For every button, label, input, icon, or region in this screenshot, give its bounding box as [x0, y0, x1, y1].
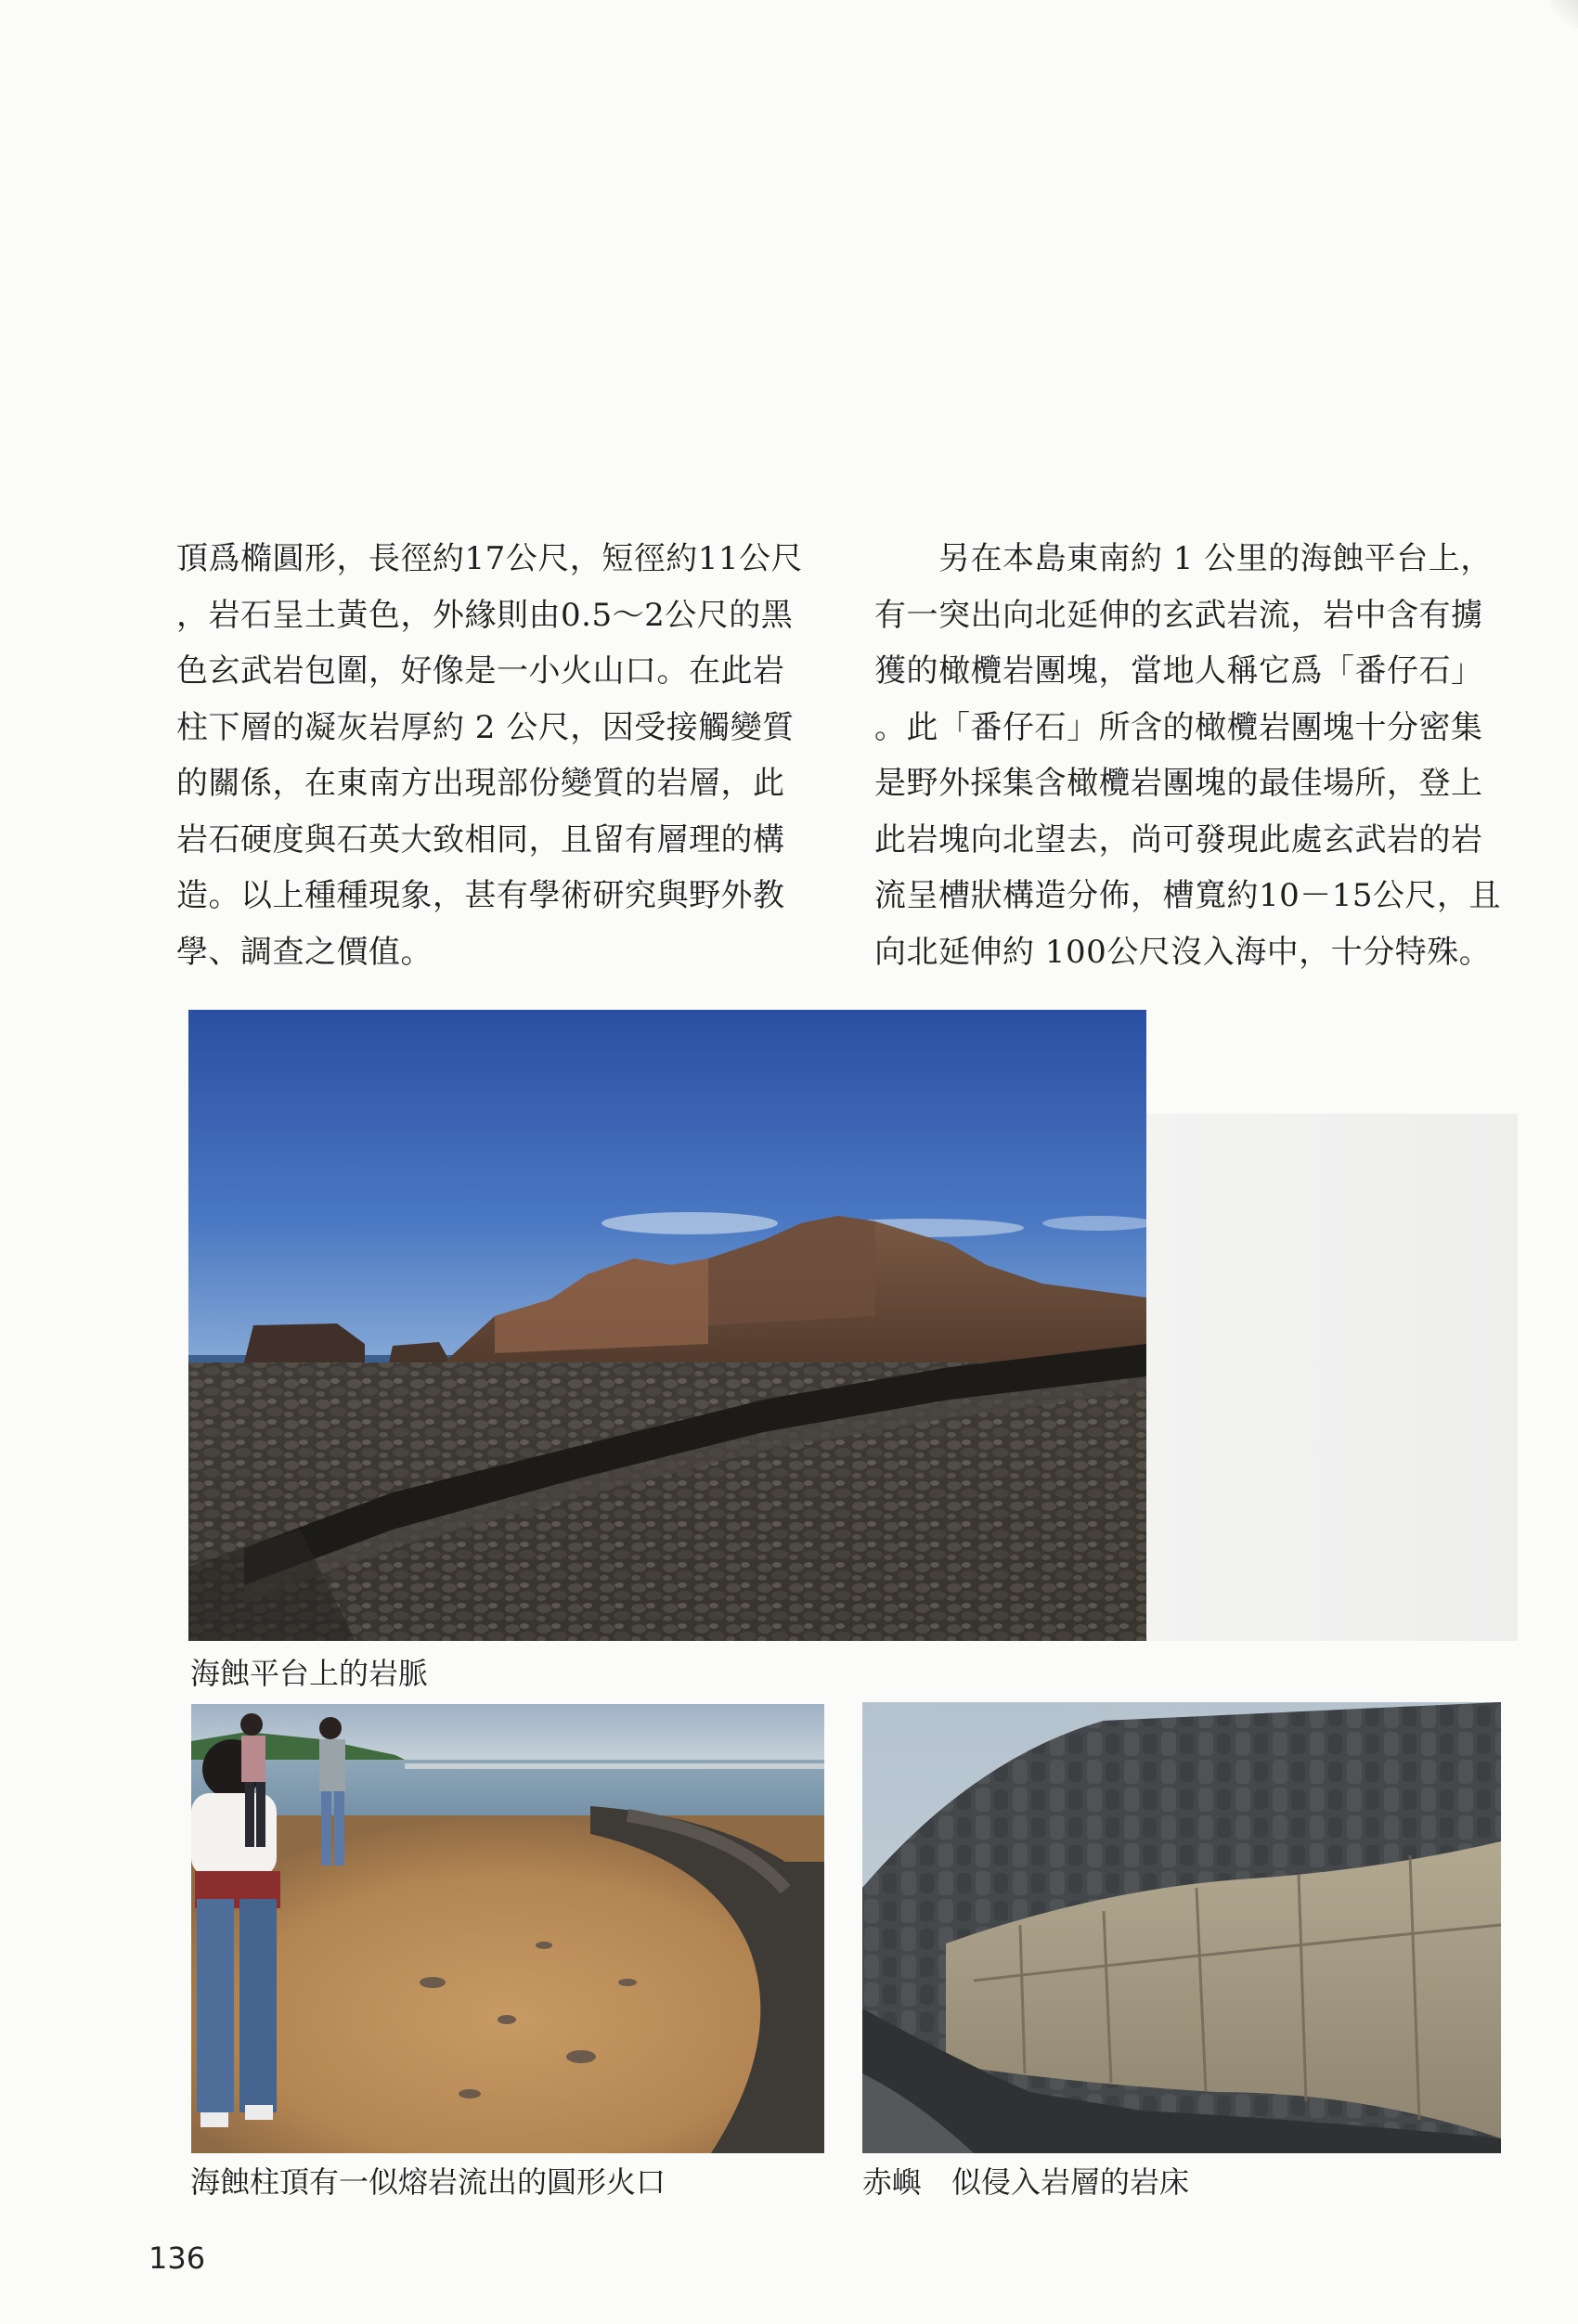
text-line: 流呈槽狀構造分佈，槽寬約10－15公尺，且 [874, 877, 1502, 914]
text-line: 色玄武岩包圍，好像是一小火山口。在此岩 [176, 652, 785, 690]
text-line: 有一突出向北延伸的玄武岩流，岩中含有擄 [874, 596, 1483, 634]
page-corner-shadow [1550, 0, 1578, 28]
text-line: 向北延伸約 100公尺沒入海中，十分特殊。 [874, 933, 1492, 971]
text-line: 獲的橄欖岩團塊，當地人稱它爲「番仔石」 [874, 652, 1483, 690]
text-line: 岩石硬度與石英大致相同，且留有層理的構 [176, 820, 785, 859]
text-line: 另在本島東南約 1 公里的海蝕平台上， [874, 540, 1493, 577]
text-line: 此岩塊向北望去，尚可發現此處玄武岩的岩 [874, 820, 1483, 859]
photo-wave-cut-platform [188, 1010, 1146, 1641]
caption-sill: 赤嶼 似侵入岩層的岩床 [862, 2164, 1190, 2200]
text-line: 柱下層的凝灰岩厚約 2 公尺，因受接觸變質 [176, 708, 795, 746]
left-text-column [176, 531, 808, 980]
text-line: 學、調查之價值。 [176, 933, 433, 971]
caption-wave-cut-platform: 海蝕平台上的岩脈 [190, 1656, 429, 1691]
text-line: 。此「番仔石」所含的橄欖岩團塊十分密集 [874, 708, 1483, 746]
right-text-column [874, 531, 1515, 980]
caption-crater: 海蝕柱頂有一似熔岩流出的圓形火口 [190, 2164, 666, 2200]
text-line: 的關係，在東南方出現部份變質的岩層，此 [176, 765, 785, 802]
text-line: ，岩石呈土黃色，外緣則由0.5～2公尺的黑 [176, 596, 794, 634]
page-tint-block [1146, 1114, 1518, 1641]
page-number: 136 [149, 2240, 206, 2276]
text-line: 造。以上種種現象，甚有學術研究與野外教 [176, 877, 785, 914]
photo-sill-cliff [862, 1702, 1501, 2153]
text-line: 是野外採集含橄欖岩團塊的最佳場所，登上 [874, 765, 1483, 802]
photo-crater-with-people [191, 1704, 824, 2153]
text-line: 頂爲橢圓形，長徑約17公尺，短徑約11公尺 [176, 540, 804, 577]
